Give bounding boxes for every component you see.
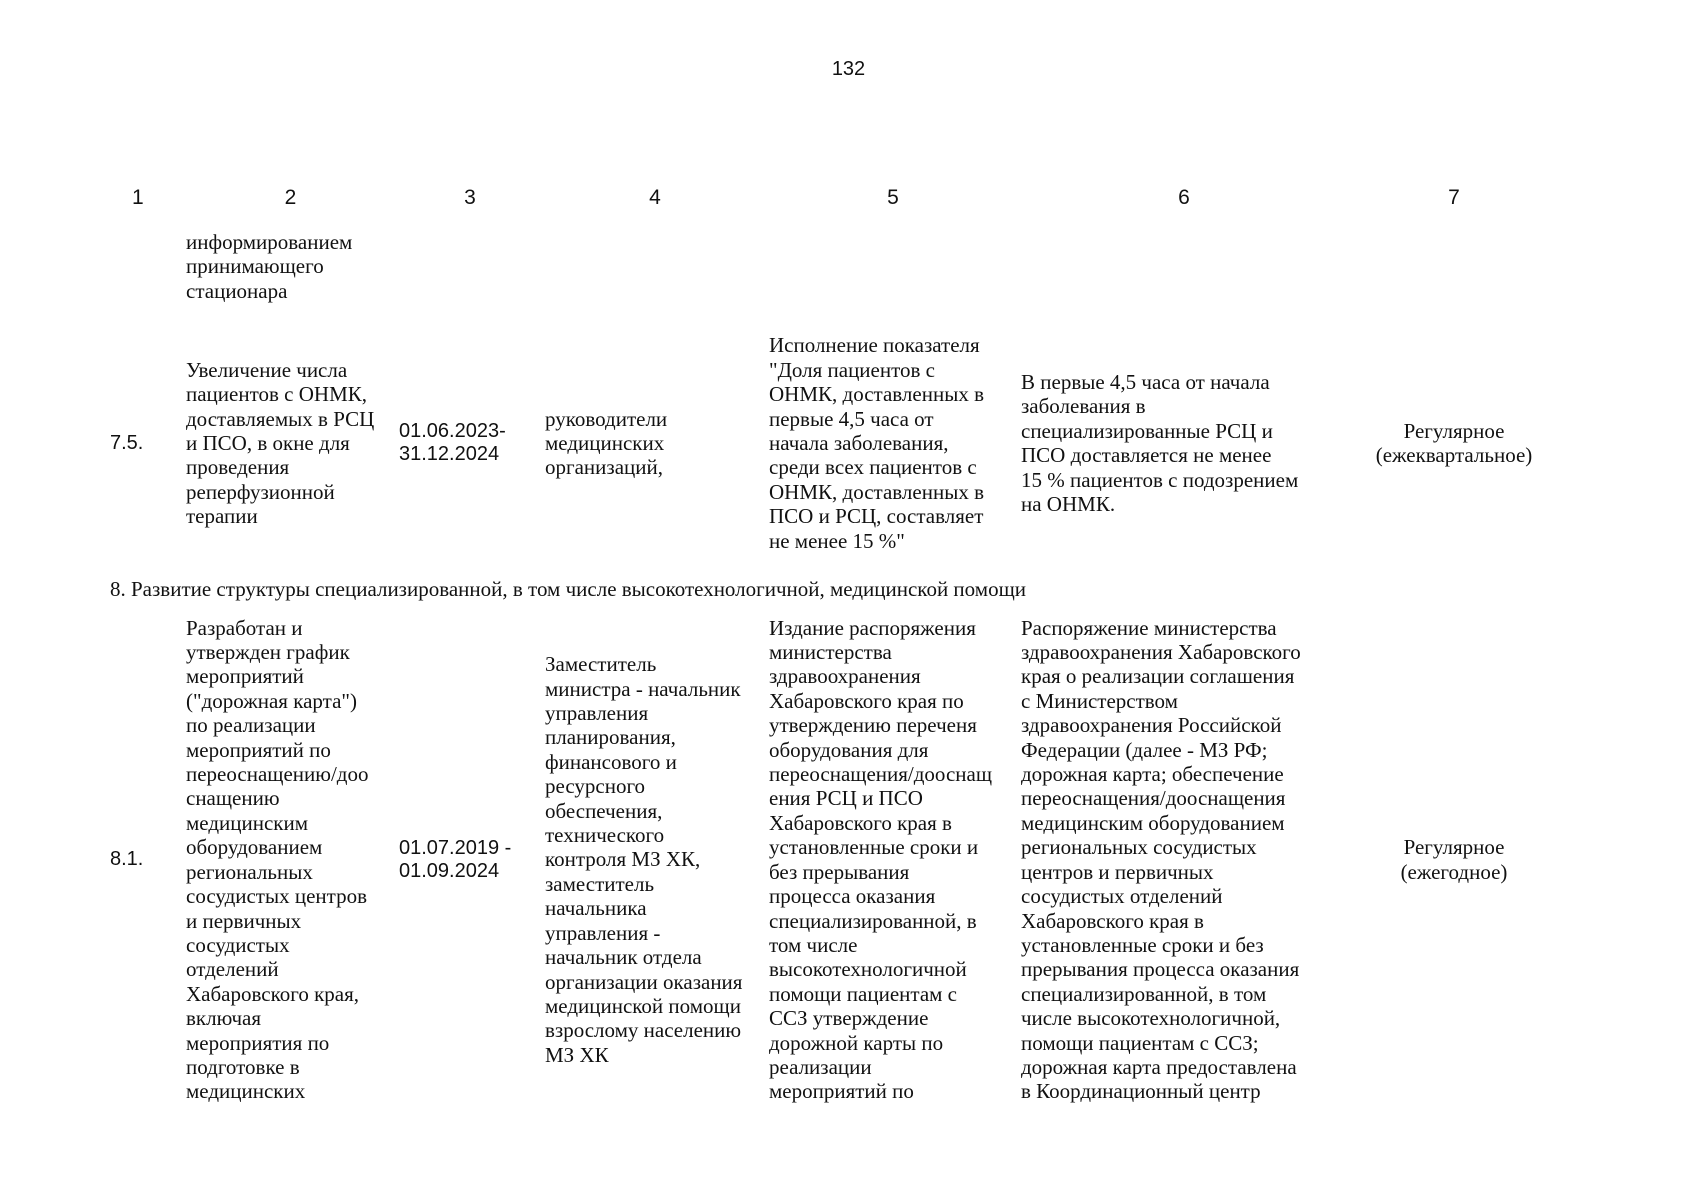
- row-number: 8.1.: [110, 848, 144, 871]
- column-number: 3: [464, 186, 476, 209]
- period-cell: 01.06.2023- 31.12.2024: [399, 420, 506, 466]
- result-cell: В первые 4,5 часа от начала заболевания в специализированные РСЦ и ПСО доставляется не менее 15 % пациентов с подозрением на ОНМК.: [1021, 370, 1299, 517]
- plan-table: [108, 180, 1559, 1104]
- result-cell: Распоряжение министерства здравоохранения Хабаровского края о реализации соглашения с Министерством здравоохранения Российской Федерации (далее - МЗ РФ; дорожная карта; обеспечение переоснащения/дооснащения медицинским оборудованием региональных сосудистых центров и первичных сосудистых отделений Хабаровского края в установленные сроки и без прерывания процесса оказания специализированной, в том числе высокотехнологичной, помощи пациентам с ССЗ; дорожная карта предоставлена в Координационный центр: [1021, 615, 1301, 1104]
- regularity-cell: Регулярное (ежегодное): [1400, 835, 1508, 884]
- section-heading-row: [108, 563, 1559, 615]
- row-number: 7.5.: [110, 431, 144, 454]
- column-number: 5: [887, 186, 899, 209]
- regularity-cell: Регулярное (ежеквартальное): [1375, 418, 1533, 468]
- section-heading: 8. Развитие структуры специализированной, в том числе высокотехнологичной, медицинской помощи: [110, 577, 1026, 602]
- indicator-cell: Издание распоряжения министерства здравоохранения Хабаровского края по утверждению переченя оборудования для переоснащения/дооснащ ения РСЦ и ПСО Хабаровского края в установленные сроки и без прерывания процесса оказания специализированной, в том числе высокотехнологичной помощи пациентам с ССЗ утверждение дорожной карты по реализации мероприятий по: [769, 615, 993, 1104]
- column-number: 1: [132, 186, 144, 209]
- column-number: 2: [284, 186, 297, 209]
- page-number: 132: [831, 58, 866, 80]
- column-number: 4: [649, 186, 661, 209]
- event-cell: Увеличение числа пациентов с ОНМК, доставляемых в РСЦ и ПСО, в окне для проведения реперфузионной терапии: [186, 357, 375, 529]
- column-number: 6: [1178, 186, 1190, 209]
- period-cell: 01.07.2019 - 01.09.2024: [399, 836, 512, 882]
- continuation-text: информированием принимающего стационара: [186, 230, 353, 303]
- continuation-row: [108, 216, 1559, 323]
- column-number-row: [108, 180, 1559, 216]
- table-row: [108, 616, 1559, 1104]
- column-number: 7: [1448, 186, 1460, 209]
- table-row: [108, 323, 1559, 563]
- responsible-cell: Заместитель министра - начальник управления планирования, финансового и ресурсного обеспечения, технического контроля МЗ ХК, заместитель начальника управления - начальник отдела организации оказания медицинской помощи взрослому населению МЗ ХК: [545, 652, 743, 1067]
- responsible-cell: руководители медицинских организаций,: [545, 406, 668, 480]
- indicator-cell: Исполнение показателя "Доля пациентов с ОНМК, доставленных в первые 4,5 часа от начала заболевания, среди всех пациентов с ОНМК, доставленных в ПСО и РСЦ, составляет не менее 15 %": [769, 333, 984, 553]
- event-cell: Разработан и утвержден график мероприятий ("дорожная карта") по реализации мероприятий по переоснащению/доо снащению медицинским оборудованием региональных сосудистых центров и первичных сосудистых отделений Хабаровского края, включая мероприятия по подготовке в медицинских: [186, 615, 369, 1104]
